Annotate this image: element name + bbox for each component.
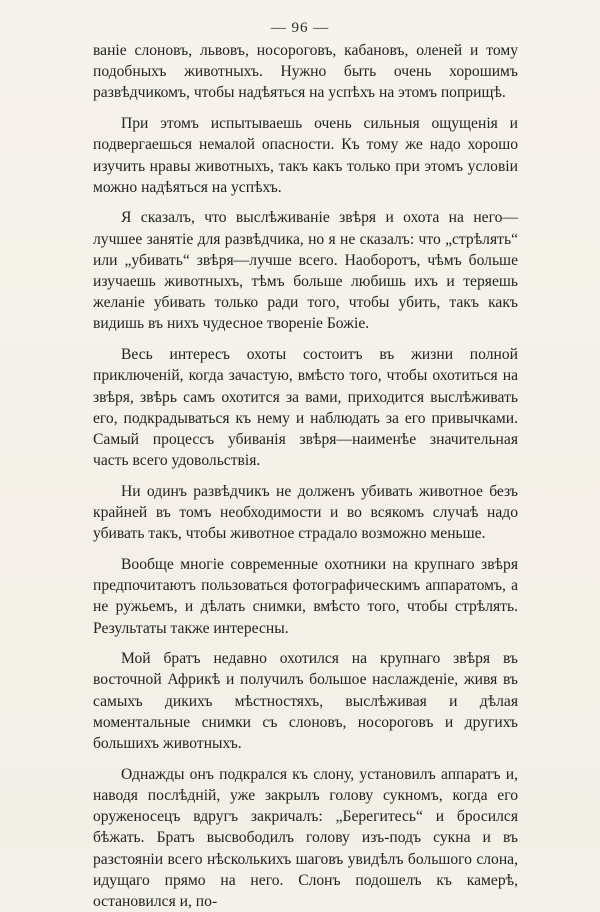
paragraph: Мой братъ недавно охотился на крупнаго звѣря въ восточной Африкѣ и получилъ большое наслажденіе, живя въ самыхъ дикихъ мѣстностяхъ, выслѣживая и дѣлая моментальные снимки съ слоновъ, носороговъ и другихъ большихъ животныхъ. [93, 650, 518, 753]
paragraph: Вообще многіе современные охотники на крупнаго звѣря предпочитаютъ пользоваться фотографическимъ аппаратомъ, а не ружьемъ, и дѣлать снимки, вмѣсто того, чтобы стрѣлять. Результаты также интересны. [93, 555, 518, 637]
body-text [93, 40, 518, 912]
paragraph: Ни одинъ развѣдчикъ не долженъ убивать животное безъ крайней въ томъ необходимости и во всякомъ случаѣ надо убивать такъ, чтобы животное страдало возможно меньше. [93, 482, 518, 543]
paragraph: ваніе слоновъ, львовъ, носороговъ, кабановъ, оленей и тому подобныхъ животныхъ. Нужно быть очень хорошимъ развѣдчикомъ, чтобы надѣяться на успѣхъ на этомъ поприщѣ. [93, 42, 518, 102]
paragraph: Весь интересъ охоты состоитъ въ жизни полной приключеній, когда зачастую, вмѣсто того, чтобы охотиться на звѣря, звѣрь самъ охотится за вами, приходится выслѣживать его, подкрадываться къ нему и наблюдать за его привычками. Самый процессъ убиванія звѣря—наименѣе значительная часть всего удовольствія. [93, 346, 518, 470]
paragraph: Я сказалъ, что выслѣживаніе звѣря и охота на него—лучшее занятіе для развѣдчика, но я не сказалъ: что „стрѣлять“ или „убивать“ звѣря—лучше всего. Наоборотъ, чѣмъ больше изучаешь животныхъ, тѣмъ больше любишь ихъ и теряешь желаніе убивать только ради того, чтобы убить, такъ какъ видишь въ нихъ чудесное твореніе Божіе. [93, 209, 518, 333]
page-number: — 96 — [270, 20, 330, 36]
paragraph: Однажды онъ подкрался къ слону, установилъ аппаратъ и, наводя послѣдній, уже закрылъ голову сукномъ, когда его оруженосецъ вдругъ закричалъ: „Берегитесь“ и бросился бѣжать. Братъ высвободилъ голову изъ-подъ сукна и въ разстояніи всего нѣсколькихъ шаговъ увидѣлъ большого слона, идущаго прямо на него. Слонъ подошелъ къ камерѣ, остановился и, по- [93, 765, 518, 911]
paragraph: При этомъ испытываешь очень сильныя ощущенія и подвергаешься немалой опасности. Къ тому же надо хорошо изучить нравы животныхъ, такъ какъ только при этомъ условіи можно надѣяться на успѣхъ. [93, 115, 518, 196]
